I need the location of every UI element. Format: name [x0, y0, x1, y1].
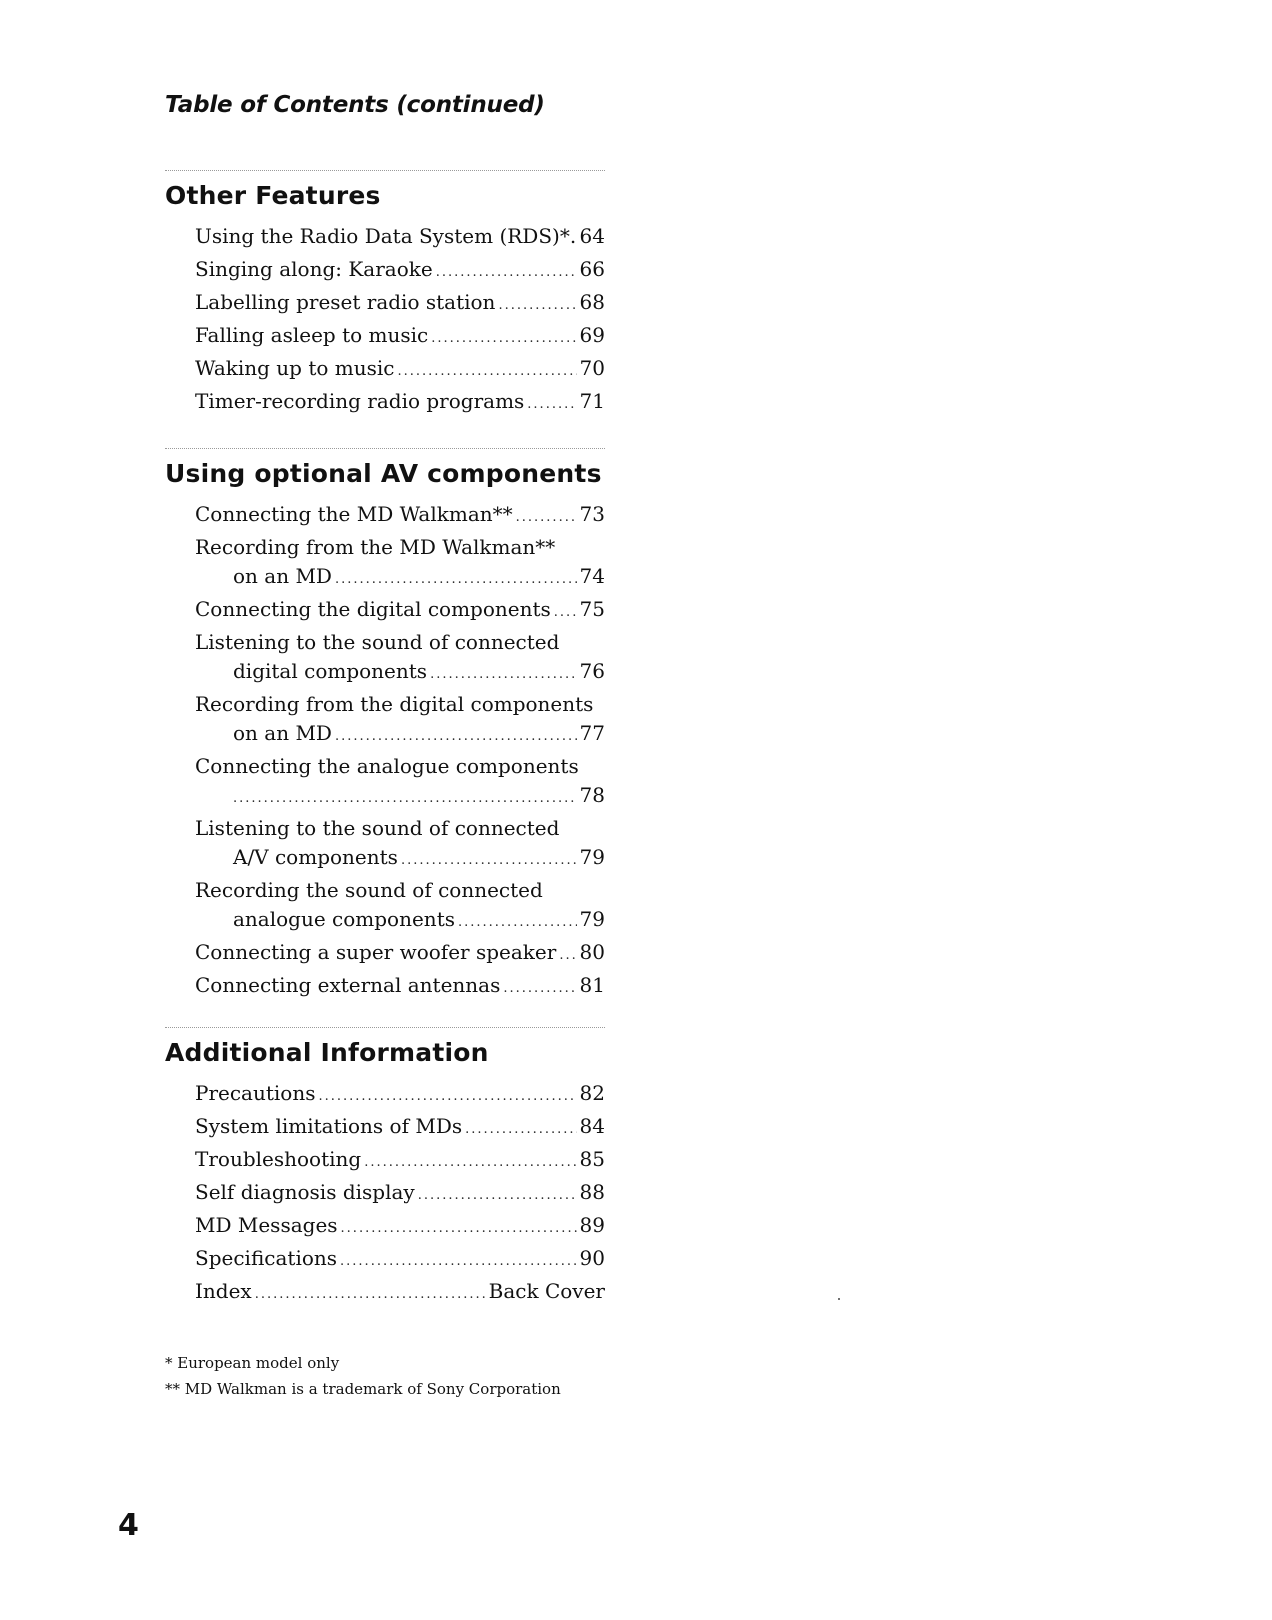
entry-page: 88 — [579, 1180, 605, 1204]
section-heading: Additional Information — [165, 1038, 489, 1067]
section-using-optional-av-components — [165, 448, 605, 1004]
entry-title: Labelling preset radio station — [195, 290, 496, 314]
entry-title: A/V components — [233, 845, 398, 869]
toc-entry[interactable] — [195, 222, 605, 255]
dot-leader — [554, 598, 577, 627]
toc-entry[interactable] — [195, 288, 605, 321]
entry-title-line1: Listening to the sound of connected — [195, 630, 560, 654]
dot-leader — [340, 1247, 577, 1276]
entry-page: 79 — [579, 907, 605, 931]
dot-leader — [559, 941, 576, 970]
toc-entry[interactable] — [195, 533, 605, 595]
dot-leader — [255, 1280, 486, 1309]
entry-list — [195, 222, 605, 420]
toc-entry[interactable] — [195, 1211, 605, 1244]
toc-entry[interactable] — [195, 971, 605, 1004]
entry-title-line1: Recording the sound of connected — [195, 878, 543, 902]
entry-title: Connecting external antennas — [195, 973, 501, 997]
entry-page: 66 — [579, 257, 605, 281]
entry-title: on an MD — [233, 721, 332, 745]
page-number: 4 — [118, 1508, 139, 1543]
toc-entry[interactable] — [195, 1112, 605, 1145]
toc-entry[interactable] — [195, 628, 605, 690]
entry-page: 70 — [579, 356, 605, 380]
footnotes — [165, 1350, 561, 1402]
entry-page: 76 — [579, 659, 605, 683]
dot-leader — [436, 258, 577, 287]
entry-page: 73 — [579, 502, 605, 526]
entry-title-line1: Recording from the digital components — [195, 692, 594, 716]
entry-title: Specifications — [195, 1246, 338, 1270]
entry-title: Falling asleep to music — [195, 323, 429, 347]
entry-title: Connecting the digital components — [195, 597, 551, 621]
entry-list — [195, 500, 605, 1004]
dot-leader — [397, 357, 576, 386]
entry-title: digital components — [233, 659, 428, 683]
dot-leader — [341, 1214, 577, 1243]
toc-entry[interactable] — [195, 1277, 605, 1310]
dot-leader — [431, 324, 576, 353]
entry-title: Connecting a super woofer speaker — [195, 940, 557, 964]
toc-entry[interactable] — [195, 255, 605, 288]
dot-leader — [401, 846, 577, 875]
dot-leader — [498, 291, 576, 320]
entry-page: 68 — [579, 290, 605, 314]
entry-page: 64 — [579, 224, 605, 248]
entry-title: Index — [195, 1279, 252, 1303]
toc-entry[interactable] — [195, 1244, 605, 1277]
section-divider — [165, 448, 605, 449]
section-heading: Using optional AV components — [165, 459, 602, 488]
entry-title: MD Messages — [195, 1213, 338, 1237]
entry-title: Self diagnosis display — [195, 1180, 415, 1204]
dot-leader — [335, 722, 577, 751]
toc-entry[interactable] — [195, 387, 605, 420]
entry-title: Waking up to music — [195, 356, 395, 380]
section-other-features — [165, 170, 605, 420]
entry-title: on an MD — [233, 564, 332, 588]
dot-leader — [527, 390, 576, 419]
toc-entry[interactable] — [195, 354, 605, 387]
dot-leader — [364, 1148, 576, 1177]
toc-entry[interactable] — [195, 814, 605, 876]
section-divider — [165, 1027, 605, 1028]
dot-leader — [318, 1082, 576, 1111]
entry-page: Back Cover — [488, 1279, 605, 1303]
entry-title-line1: Recording from the MD Walkman** — [195, 535, 556, 559]
entry-page: 78 — [579, 783, 605, 807]
toc-entry[interactable] — [195, 752, 605, 814]
toc-entry[interactable] — [195, 876, 605, 938]
entry-list — [195, 1079, 605, 1310]
entry-page: 81 — [579, 973, 605, 997]
entry-page: 84 — [579, 1114, 605, 1138]
entry-title-line1: Listening to the sound of connected — [195, 816, 560, 840]
entry-page: 71 — [579, 389, 605, 413]
entry-title-line1: Connecting the analogue components — [195, 754, 579, 778]
section-heading: Other Features — [165, 181, 381, 210]
toc-entry[interactable] — [195, 1178, 605, 1211]
entry-page: 82 — [579, 1081, 605, 1105]
entry-page: 77 — [579, 721, 605, 745]
entry-page: 69 — [579, 323, 605, 347]
entry-page: 80 — [579, 940, 605, 964]
entry-page: 75 — [579, 597, 605, 621]
entry-title: Singing along: Karaoke — [195, 257, 433, 281]
entry-title: Troubleshooting — [195, 1147, 362, 1171]
toc-entry[interactable] — [195, 500, 605, 533]
entry-title: Timer-recording radio programs — [195, 389, 525, 413]
entry-page: 85 — [579, 1147, 605, 1171]
entry-title: analogue components — [233, 907, 455, 931]
dot-leader — [465, 1115, 576, 1144]
entry-page: 79 — [579, 845, 605, 869]
toc-entry[interactable] — [195, 1079, 605, 1112]
dot-leader — [335, 565, 577, 594]
page-title: Table of Contents (continued) — [165, 92, 545, 118]
footnote: ** MD Walkman is a trademark of Sony Corporation — [165, 1380, 561, 1398]
dot-leader — [418, 1181, 577, 1210]
dot-leader — [503, 974, 576, 1003]
dot-leader — [458, 908, 577, 937]
scan-speck — [838, 1298, 840, 1300]
dot-leader — [516, 503, 577, 532]
section-divider — [165, 170, 605, 171]
dot-leader — [430, 660, 576, 689]
entry-title: Using the Radio Data System (RDS)*. — [195, 224, 577, 248]
entry-title: Precautions — [195, 1081, 316, 1105]
dot-leader — [233, 784, 577, 813]
entry-page: 90 — [579, 1246, 605, 1270]
entry-page: 89 — [579, 1213, 605, 1237]
entry-page: 74 — [579, 564, 605, 588]
entry-title: Connecting the MD Walkman** — [195, 502, 513, 526]
section-additional-information — [165, 1027, 605, 1310]
toc-entry[interactable] — [195, 1145, 605, 1178]
toc-entry[interactable] — [195, 321, 605, 354]
footnote: * European model only — [165, 1354, 340, 1372]
toc-entry[interactable] — [195, 938, 605, 971]
toc-entry[interactable] — [195, 690, 605, 752]
toc-entry[interactable] — [195, 595, 605, 628]
entry-title: System limitations of MDs — [195, 1114, 463, 1138]
